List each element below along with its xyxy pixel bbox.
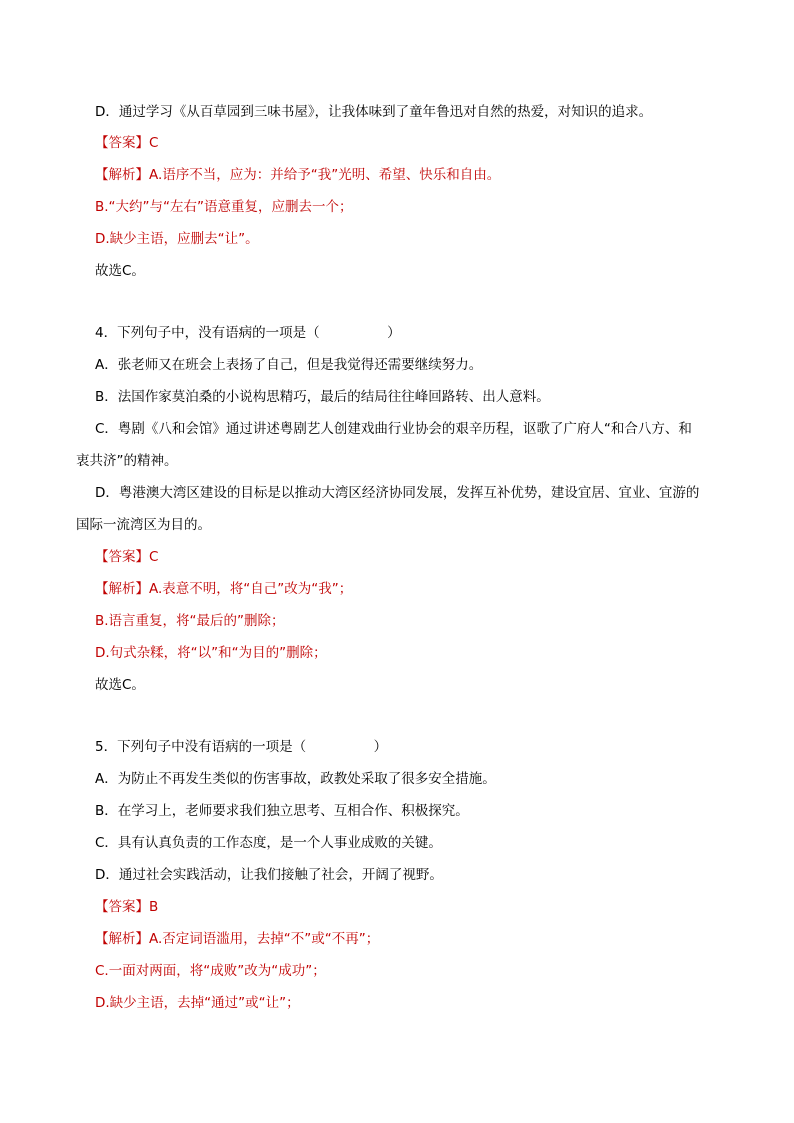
q4-option-d: D．粤港澳大湾区建设的目标是以推动大湾区经济协同发展，发挥互补优势，建设宜居、宜业、宜游的 (95, 485, 700, 501)
q4-analysis-line-2: B.语言重复，将“最后的”删除； (95, 613, 285, 629)
prev-option-d: D．通过学习《从百草园到三味书屋》，让我体味到了童年鲁迅对自然的热爱，对知识的追求。 (95, 104, 653, 120)
prev-conclusion: 故选C。 (95, 263, 145, 279)
q5-analysis-line-3: D.缺少主语，去掉“通过”或“让”； (95, 995, 300, 1011)
q5-option-d: D．通过社会实践活动，让我们接触了社会，开阔了视野。 (95, 867, 443, 883)
answer-value: B (149, 899, 159, 915)
q4-answer (95, 547, 724, 567)
q5-analysis-line-2: C.一面对两面，将“成败”改为“成功”； (95, 963, 326, 979)
q5-option-b: B．在学习上，老师要求我们独立思考、互相合作、积极探究。 (95, 803, 469, 819)
q4-analysis-line-3: D.句式杂糅，将“以”和“为目的”删除； (95, 645, 327, 661)
q5-answer (95, 897, 724, 917)
analysis-label: 【解析】 (95, 581, 149, 597)
analysis-text: A.表意不明，将“自己”改为“我”； (149, 581, 353, 597)
prev-answer (95, 133, 724, 153)
answer-label: 【答案】 (95, 549, 149, 565)
q4-option-d-cont: 国际一流湾区为目的。 (76, 517, 211, 533)
q4-option-c: C．粤剧《八和会馆》通过讲述粤剧艺人创建戏曲行业协会的艰辛历程，讴歌了广府人“和合八方、和 (95, 421, 692, 437)
analysis-label: 【解析】 (95, 167, 149, 183)
prev-analysis-line-1 (95, 165, 724, 185)
prev-analysis-line-2: B.“大约”与“左右”语意重复，应删去一个； (95, 199, 353, 215)
q5-analysis-line-1 (95, 929, 724, 949)
q4-analysis-line-1 (95, 579, 724, 599)
answer-value: C (149, 549, 159, 565)
analysis-text: A.否定词语滥用，去掉“不”或“不再”； (149, 931, 380, 947)
q4-option-b: B．法国作家莫泊桑的小说构思精巧，最后的结局往往峰回路转、出人意料。 (95, 389, 550, 405)
q4-option-c-cont: 衷共济”的精神。 (76, 453, 178, 469)
q5-option-a: A．为防止不再发生类似的伤害事故，政教处采取了很多安全措施。 (95, 771, 496, 787)
prev-analysis-line-3: D.缺少主语，应删去“让”。 (95, 231, 259, 247)
analysis-label: 【解析】 (95, 931, 149, 947)
q5-option-c: C．具有认真负责的工作态度，是一个人事业成败的关键。 (95, 835, 442, 851)
q4-conclusion: 故选C。 (95, 677, 145, 693)
answer-label: 【答案】 (95, 899, 149, 915)
q4-stem: 4．下列句子中，没有语病的一项是（ ） (95, 325, 401, 341)
q4-option-a: A．张老师又在班会上表扬了自己，但是我觉得还需要继续努力。 (95, 357, 483, 373)
answer-value: C (149, 135, 159, 151)
analysis-text: A.语序不当，应为：并给予“我”光明、希望、快乐和自由。 (149, 167, 501, 183)
answer-label: 【答案】 (95, 135, 149, 151)
q5-stem: 5．下列句子中没有语病的一项是（ ） (95, 739, 388, 755)
